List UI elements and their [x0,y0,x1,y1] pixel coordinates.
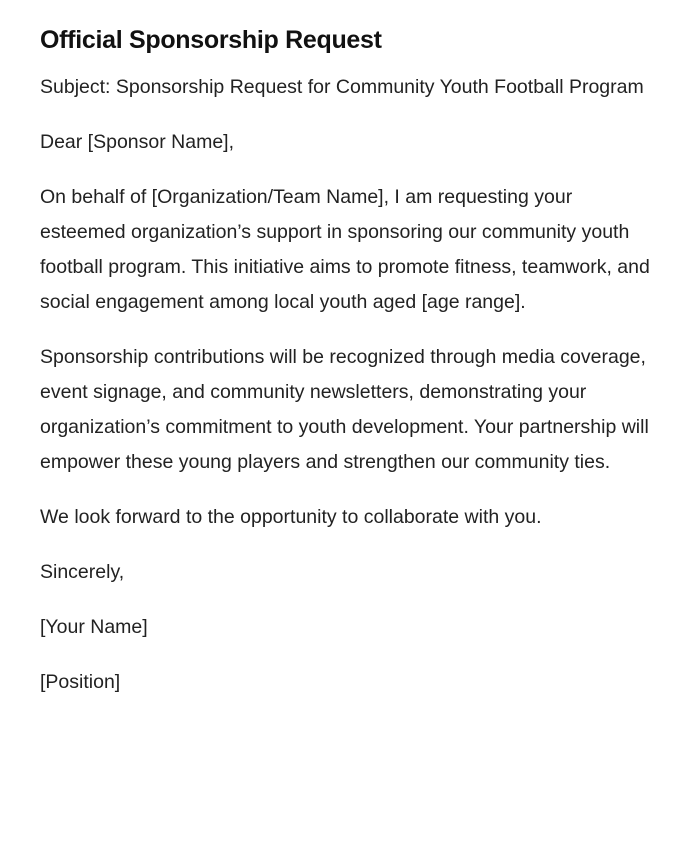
body-paragraph-recognition: Sponsorship contributions will be recognized through media coverage, event signage, and community newsletters, demonstrating your organization’s commitment to youth development. Your partnership will empower these young players and strengthen our community ties. [40,346,649,473]
letter-page [40,22,660,720]
subject-line: Subject: Sponsorship Request for Community Youth Football Program [40,76,644,98]
document-title: Official Sponsorship Request [40,26,382,54]
closing-line: Sincerely, [40,561,125,583]
signer-name: [Your Name] [40,616,148,638]
salutation: Dear [Sponsor Name], [40,131,235,153]
body-paragraph-intro: On behalf of [Organization/Team Name], I am requesting your esteemed organization’s support in sponsoring our community youth football program. This initiative aims to promote fitness, teamwork, and social engagement among local youth aged [age range]. [40,186,650,313]
signer-position: [Position] [40,671,121,693]
body-paragraph-closing: We look forward to the opportunity to collaborate with you. [40,506,542,528]
